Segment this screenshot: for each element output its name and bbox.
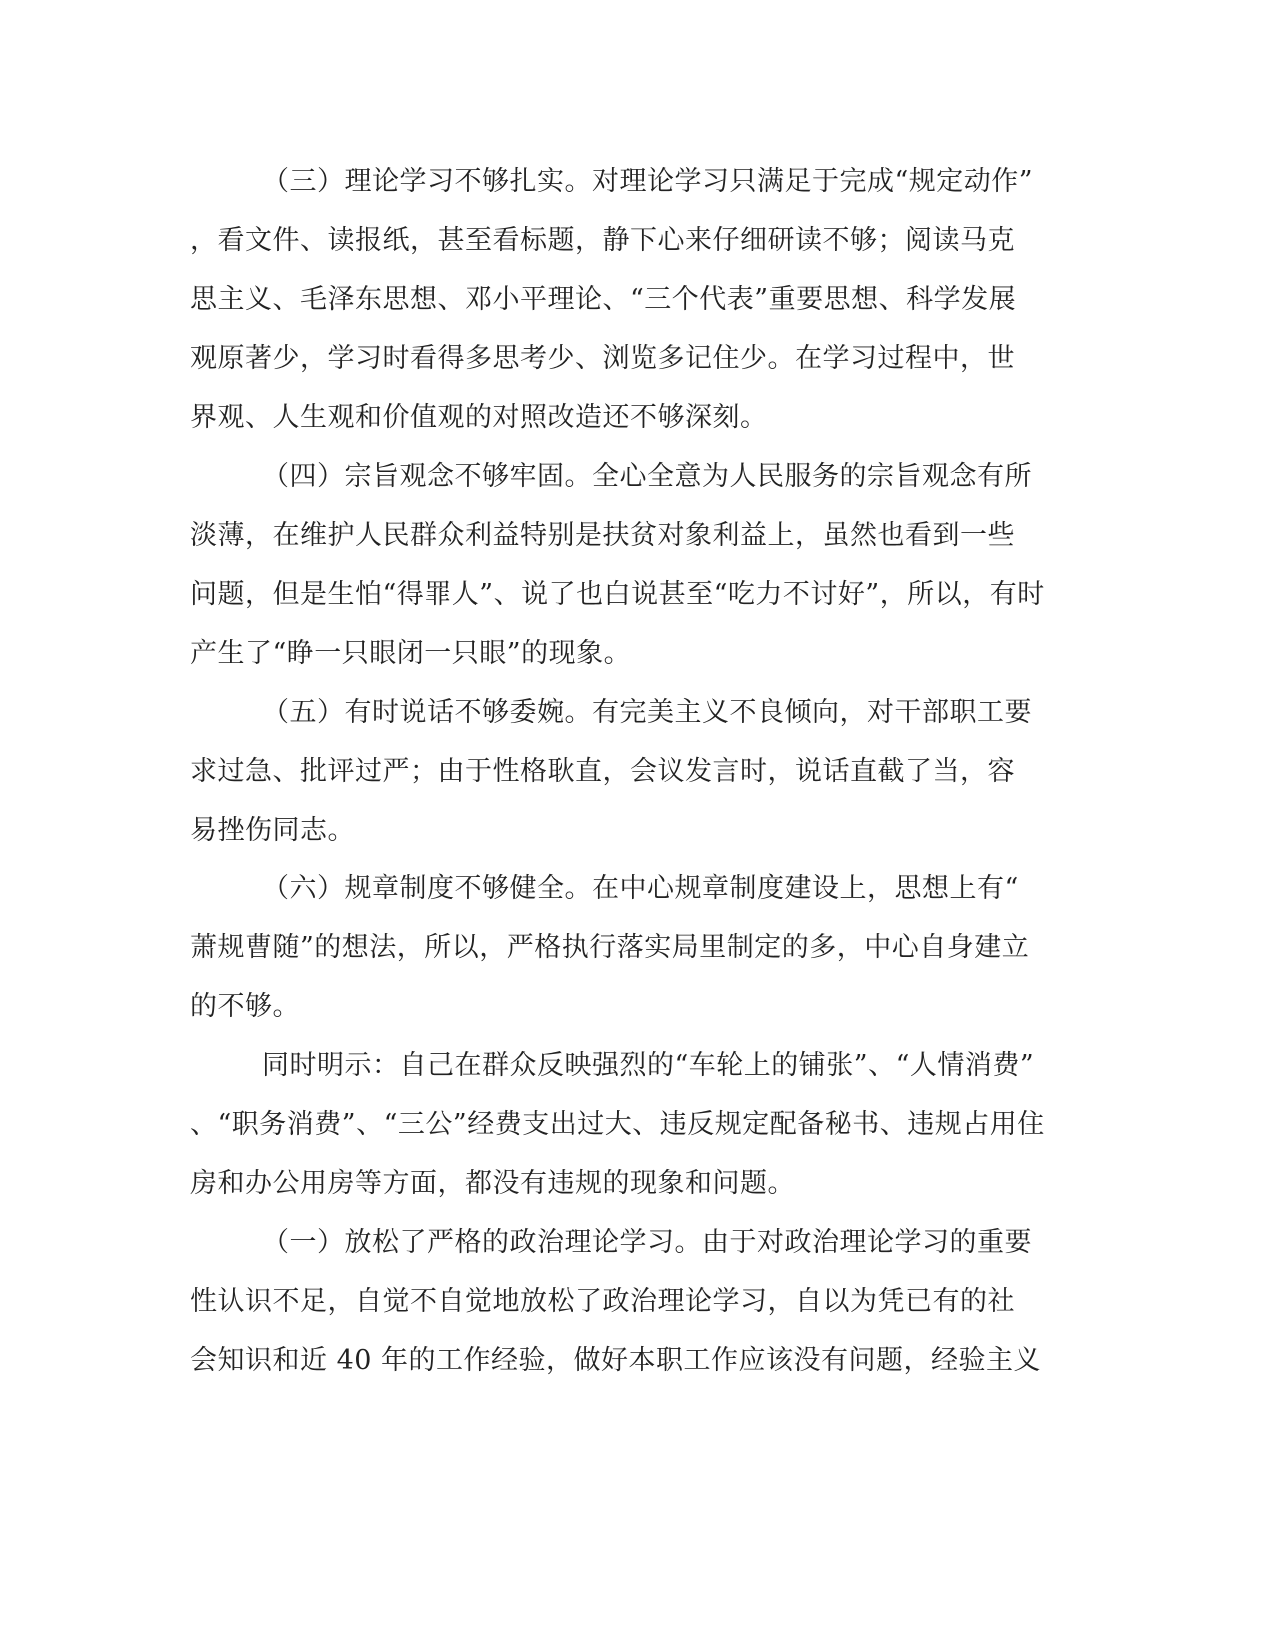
text-line: （三）理论学习不够扎实。对理论学习只满足于完成“规定动作” — [262, 166, 1034, 197]
text-line: 界观、人生观和价值观的对照改造还不够深刻。 — [190, 402, 768, 433]
text-line: 性认识不足，自觉不自觉地放松了政治理论学习，自以为凭已有的社 — [190, 1286, 1015, 1317]
text-line: 求过急、批评过严；由于性格耿直，会议发言时，说话直截了当，容 — [190, 756, 1015, 787]
text-line: （六）规章制度不够健全。在中心规章制度建设上，思想上有“ — [262, 873, 1019, 904]
text-line: 会知识和近 40 年的工作经验，做好本职工作应该没有问题，经验主义 — [190, 1345, 1042, 1376]
text-line: 问题，但是生怕“得罪人”、说了也白说甚至“吃力不讨好”，所以，有时 — [190, 579, 1045, 610]
text-line: （五）有时说话不够委婉。有完美主义不良倾向，对干部职工要 — [262, 697, 1032, 728]
text-line: 思主义、毛泽东思想、邓小平理论、“三个代表”重要思想、科学发展 — [190, 284, 1017, 315]
text-line: （四）宗旨观念不够牢固。全心全意为人民服务的宗旨观念有所 — [262, 461, 1032, 492]
text-line: 同时明示：自己在群众反映强烈的“车轮上的铺张”、“人情消费” — [262, 1050, 1035, 1081]
text-line: （一）放松了严格的政治理论学习。由于对政治理论学习的重要 — [262, 1227, 1032, 1258]
text-line: 观原著少，学习时看得多思考少、浏览多记住少。在学习过程中，世 — [190, 343, 1015, 374]
text-line: 萧规曹随”的想法，所以，严格执行落实局里制定的多，中心自身建立 — [190, 932, 1030, 963]
text-line: ，看文件、读报纸，甚至看标题，静下心来仔细研读不够；阅读马克 — [190, 225, 1015, 256]
text-line: 的不够。 — [190, 991, 300, 1022]
text-line: 房和办公用房等方面，都没有违规的现象和问题。 — [190, 1168, 795, 1199]
text-line: 产生了“睁一只眼闭一只眼”的现象。 — [190, 638, 632, 669]
text-line: 、“职务消费”、“三公”经费支出过大、违反规定配备秘书、违规占用住 — [190, 1109, 1045, 1140]
text-line: 易挫伤同志。 — [190, 815, 355, 846]
text-line: 淡薄，在维护人民群众利益特别是扶贫对象利益上，虽然也看到一些 — [190, 520, 1015, 551]
